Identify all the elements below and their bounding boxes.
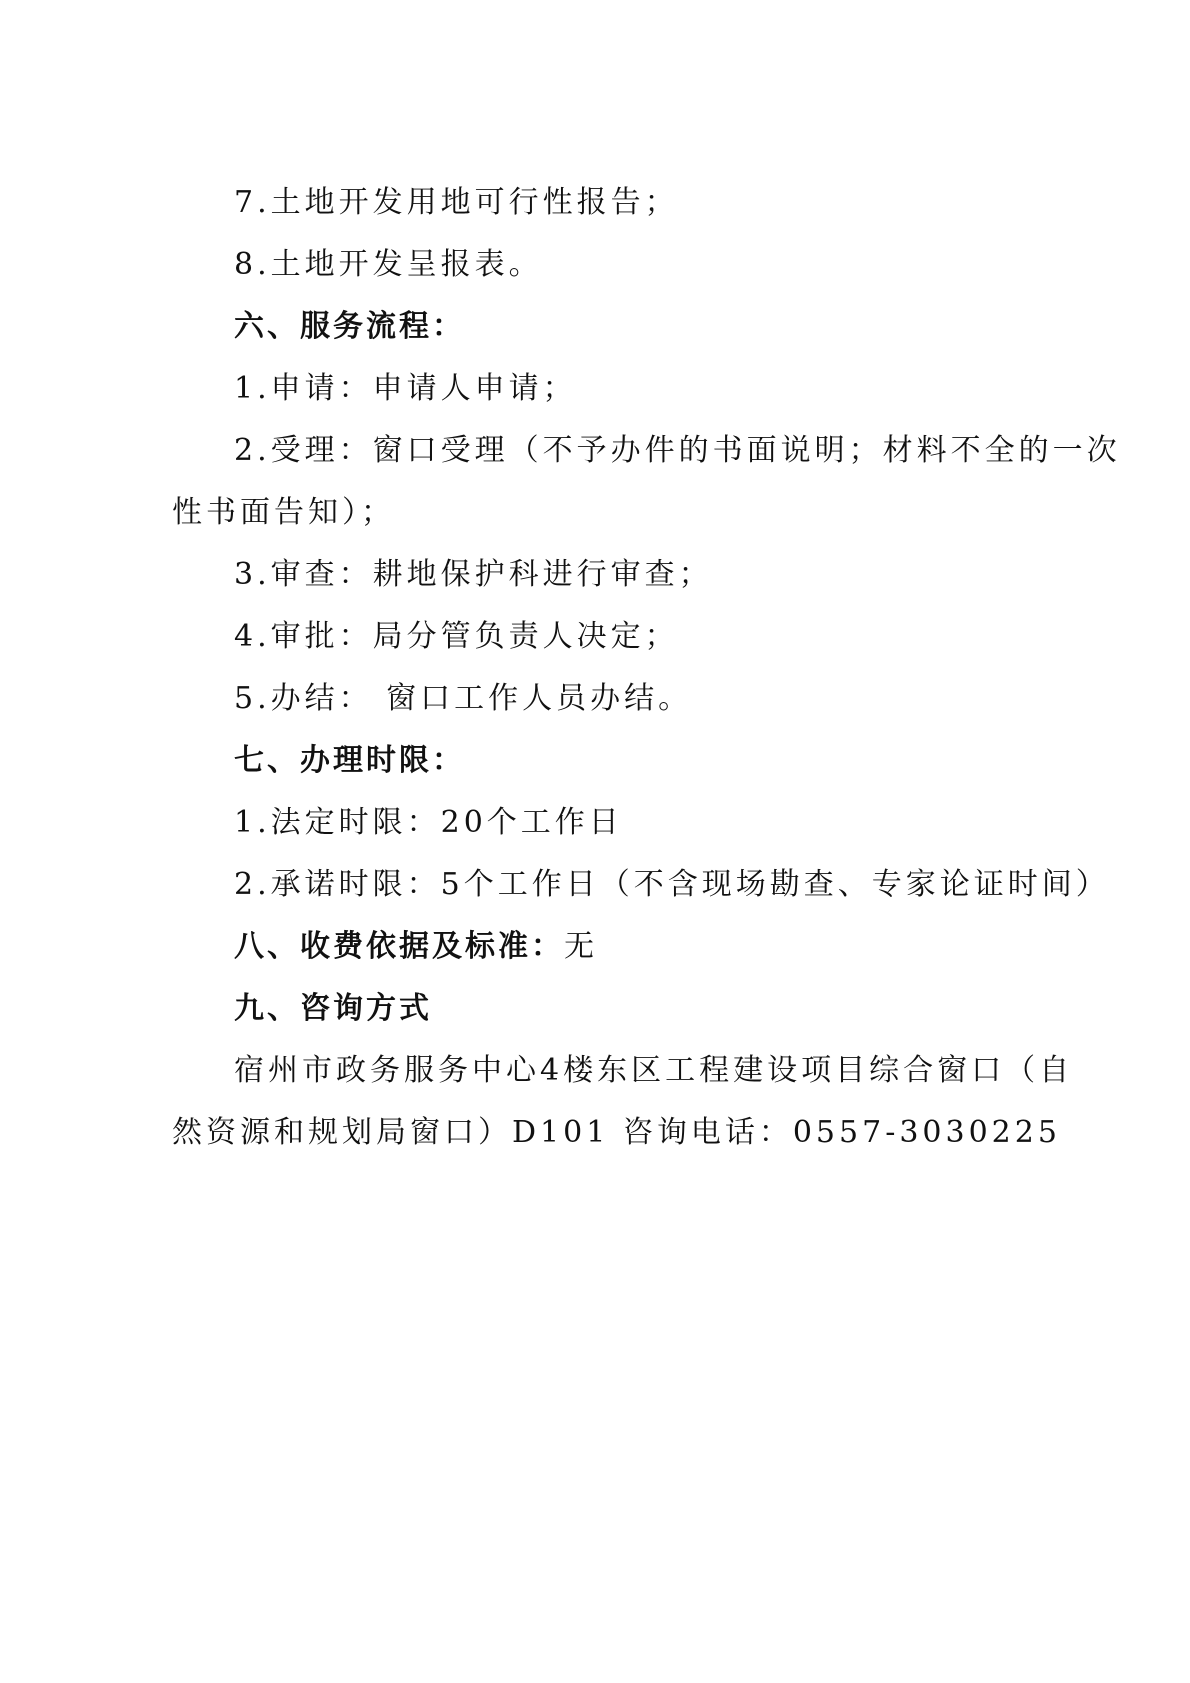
fee-line (172, 916, 1052, 978)
list-item: 5.办结： 窗口工作人员办结。 (234, 681, 693, 716)
consultation-contact: 然资源和规划局窗口）D101 咨询电话：0557-3030225 (172, 1115, 1061, 1150)
list-item-continuation: 性书面告知）； (172, 495, 395, 530)
document-body (172, 172, 1121, 1164)
consultation-address: 宿州市政务服务中心4楼东区工程建设项目综合窗口（自 (234, 1053, 1074, 1088)
section-heading-consultation: 九、咨询方式 (234, 991, 432, 1026)
fee-value: 无 (564, 929, 598, 964)
list-item: 4.审批：局分管负责人决定； (234, 619, 679, 654)
list-item: 2.承诺时限：5个工作日（不含现场勘查、专家论证时间） (234, 867, 1110, 902)
list-item: 8.土地开发呈报表。 (234, 247, 543, 282)
section-heading-time-limit: 七、办理时限： (234, 743, 465, 778)
list-item: 2.受理：窗口受理（不予办件的书面说明；材料不全的一次 (234, 433, 1121, 468)
list-item: 1.申请：申请人申请； (234, 371, 577, 406)
list-item: 1.法定时限：20个工作日 (234, 805, 623, 840)
list-item: 3.审查：耕地保护科进行审查； (234, 557, 713, 592)
list-item: 7.土地开发用地可行性报告； (234, 185, 679, 220)
section-heading-service-process: 六、服务流程： (234, 309, 465, 344)
section-heading-fees: 八、收费依据及标准： (234, 929, 564, 964)
